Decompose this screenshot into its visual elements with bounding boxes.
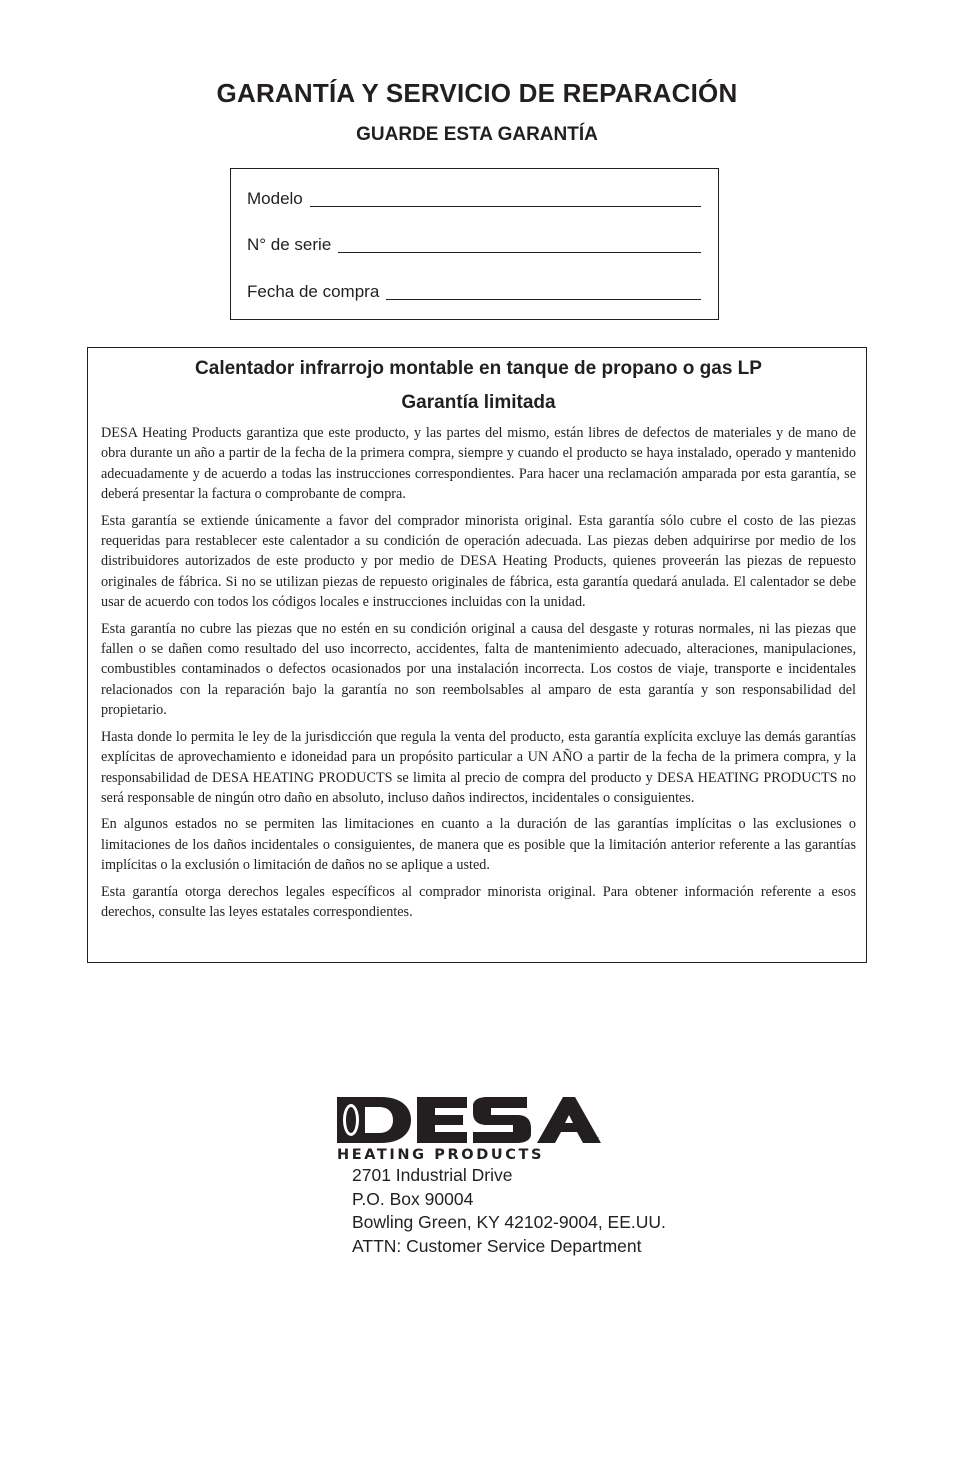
model-field — [247, 189, 701, 209]
warranty-subheading: Garantía limitada — [401, 392, 556, 413]
page-title: GARANTÍA Y SERVICIO DE REPARACIÓN — [216, 78, 738, 108]
address-line-attn: ATTN: Customer Service Department — [352, 1235, 642, 1256]
serial-number-label: N° de serie — [247, 235, 332, 254]
warranty-paragraph-state-limitations: En algunos estados no se permiten las limitaciones en cuanto a la duración de las garantías implícitas o las exclusiones o limitaciones de los daños incidentales o consiguientes, de manera que es posible que la limitación anterior referente a las garantías implícitas o la exclusión o limitación de daños no se aplique a usted. — [101, 816, 856, 874]
limited-warranty-box — [87, 347, 867, 963]
warranty-paragraph-parts: Esta garantía se extiende únicamente a favor del comprador minorista original. Esta garantía sólo cubre el costo de las piezas requeridas para restablecer este calentador a su condición de operación adecuada. Las piezas deben adquirirse por medio de los distribuidores autorizados de este producto y por medio de DESA Heating Products, quienes proveerán las piezas de repuesto originales de fábrica. Si no se utilizan piezas de repuesto originales de fábrica, esta garantía quedará anulada. El calentador se debe usar de acuerdo con todos los códigos locales e instrucciones incluidas con la unidad. — [101, 512, 856, 611]
purchase-date-label: Fecha de compra — [247, 282, 380, 301]
warranty-paragraph-coverage: DESA Heating Products garantiza que este producto, y las partes del mismo, están libres de defectos de materiales y de mano de obra durante un año a partir de la fecha de la primera compra, siempre y cuando el producto se haya instalado, operado y mantenido adecuadamente y de acuerdo a todas las instrucciones correspondientes. Para hacer una reclamación amparada por esta garantía, se deberá presentar la factura o comprobante de compra. — [101, 425, 856, 503]
warranty-heading: Calentador infrarrojo montable en tanque de propano o gas LP — [195, 358, 762, 379]
warranty-paragraph-liability: Hasta donde lo permita le ley de la jurisdicción que regula la venta del producto, esta garantía explícita excluye las demás garantías explícitas de aprovechamiento e idoneidad para un propósito particular a UN AÑO a partir de la fecha de la primera compra, y la responsabilidad de DESA HEATING PRODUCTS se limita al precio de compra del producto y DESA HEATING PRODUCTS no será responsable de ningún otro daño en absoluto, incluso daños indirectos, incidentales o consiguientes. — [101, 728, 856, 806]
warranty-paragraph-legal-rights: Esta garantía otorga derechos legales específicos al comprador minorista original. Para obtener información referente a esos derechos, consulte las leyes estatales correspondientes. — [101, 883, 856, 920]
model-input-line[interactable] — [310, 192, 701, 207]
trademark-mark: ™ — [593, 1136, 600, 1144]
purchase-date-field — [247, 282, 701, 302]
purchase-date-input-line[interactable] — [386, 285, 701, 300]
address-line-city: Bowling Green, KY 42102-9004, EE.UU. — [352, 1212, 666, 1232]
page-subtitle: GUARDE ESTA GARANTÍA — [356, 124, 598, 145]
address-line-po-box: P.O. Box 90004 — [352, 1188, 474, 1209]
logo-tagline: HEATING PRODUCTS — [337, 1147, 545, 1163]
desa-logo — [337, 1093, 607, 1163]
serial-number-input-line[interactable] — [338, 238, 701, 253]
model-label: Modelo — [247, 189, 303, 208]
address-line-street: 2701 Industrial Drive — [352, 1165, 513, 1185]
warranty-paragraph-exclusions: Esta garantía no cubre las piezas que no estén en su condición original a causa del desgaste y roturas normales, ni las piezas que fallen o se dañen como resultado del uso incorrecto, accidentes, falta de mantenimiento adecuado, alteraciones, manipulaciones, combustibles contaminados o defectos ocasionados por una instalación incorrecta. Los costos de viaje, transporte e incidentales relacionados con la reparación bajo la garantía no son reembolsables al amparo de esta garantía y son responsabilidad del propietario. — [101, 620, 856, 719]
warranty-record-form — [230, 168, 719, 320]
company-address — [352, 1164, 666, 1258]
serial-number-field — [247, 235, 701, 255]
company-contact-block — [337, 1093, 737, 1256]
